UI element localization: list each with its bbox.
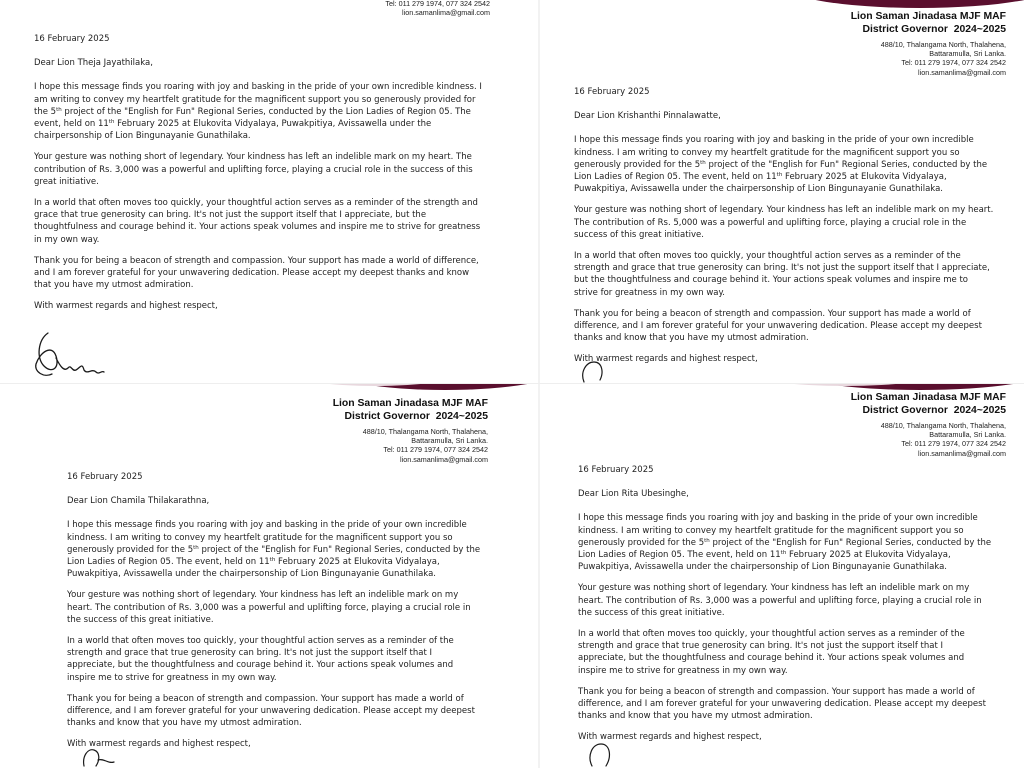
paragraph-1: I hope this message finds you roaring with joy and basking in the pride of your own incredible kindness. I am writing to convey my heartfelt gratitude for the magnificent support you so generously provided for the 5th project of the "English for Fun" Regional Series, conducted by the Lion Ladies of Region 05. The event, held on 11th February 2025 at Elukovita Vidyalaya, Puwakpitiya, Avissawella under the chairpersonship of Lion Bingunayanie Gunathilaka. bbox=[578, 513, 992, 573]
contribution-amount: Rs. 5,000 bbox=[657, 217, 698, 228]
letter-chamila-thilakarathna bbox=[0, 384, 540, 768]
letterhead-address-2: Battaramulla, Sri Lanka. bbox=[411, 436, 488, 446]
letterhead-address-2: Battaramulla, Sri Lanka. bbox=[929, 49, 1006, 59]
letter-date: 16 February 2025 bbox=[67, 472, 143, 482]
signature-image bbox=[30, 328, 110, 384]
paragraph-3: In a world that often moves too quickly, your thoughtful action serves as a reminder of the strength and grace that true generosity can bring. It's not just the support itself that I appreciate, but the thoughtfulness and courage behind it. Your actions speak volumes and inspire me to strive for greatness in my own way. bbox=[574, 251, 990, 298]
paragraph-2: Your gesture was nothing short of legendary. Your kindness has left an indelible mark on my heart. The contribution of Rs. 5,000 was a powerful and uplifting force, playing a crucial role in the success of this great initiative. bbox=[574, 205, 994, 240]
paragraph-1: I hope this message finds you roaring with joy and basking in the pride of your own incredible kindness. I am writing to convey my heartfelt gratitude for the magnificent support you so generously provided for the 5th project of the "English for Fun" Regional Series, conducted by the Lion Ladies of Region 05. The event, held on 11th February 2025 at Elukovita Vidyalaya, Puwakpitiya, Avissawella under the chairpersonship of Lion Bingunayanie Gunathilaka. bbox=[34, 82, 482, 142]
letterhead-email: lion.samanlima@gmail.com bbox=[918, 67, 1006, 77]
letterhead bbox=[385, 0, 490, 17]
letter-date: 16 February 2025 bbox=[574, 87, 650, 97]
letter-salutation: Dear Lion Theja Jayathilaka, bbox=[34, 58, 153, 69]
letter-closing: With warmest regards and highest respect, bbox=[574, 354, 758, 365]
signature-image bbox=[578, 358, 608, 384]
letterhead-email: lion.samanlima@gmail.com bbox=[400, 454, 488, 464]
letter-closing: With warmest regards and highest respect, bbox=[578, 732, 762, 743]
signature-image bbox=[78, 742, 118, 768]
letterhead-name: Lion Saman Jinadasa MJF MAF bbox=[332, 398, 488, 409]
letter-salutation: Dear Lion Krishanthi Pinnalawatte, bbox=[574, 111, 721, 122]
letterhead bbox=[851, 391, 1006, 458]
paragraph-2: Your gesture was nothing short of legendary. Your kindness has left an indelible mark on my heart. The contribution of Rs. 3,000 was a powerful and uplifting force, playing a crucial role in the success of this great initiative. bbox=[34, 152, 473, 187]
letter-date: 16 February 2025 bbox=[578, 465, 654, 475]
paragraph-4: Thank you for being a beacon of strength and compassion. Your support has made a world of difference, and I am forever grateful for your unwavering dedication. Please accept my deepest thanks and know that you have my utmost admiration. bbox=[578, 686, 986, 722]
letterhead-email: lion.samanlima@gmail.com bbox=[402, 8, 490, 18]
paragraph-1: I hope this message finds you roaring with joy and basking in the pride of your own incredible kindness. I am writing to convey my heartfelt gratitude for the magnificent support you so generously provided for the 5th project of the "English for Fun" Regional Series, conducted by the Lion Ladies of Region 05. The event, held on 11th February 2025 at Elukovita Vidyalaya, Puwakpitiya, Avissawella under the chairpersonship of Lion Bingunayanie Gunathilaka. bbox=[67, 520, 481, 580]
letter-salutation: Dear Lion Chamila Thilakarathna, bbox=[67, 496, 210, 507]
letter-closing: With warmest regards and highest respect, bbox=[67, 739, 251, 750]
letter-krishanthi-pinnalawatte bbox=[540, 0, 1024, 384]
letterhead-tel: Tel: 011 279 1974, 077 324 2542 bbox=[901, 58, 1006, 68]
contribution-amount: Rs. 3,000 bbox=[689, 595, 730, 606]
letterhead-email: lion.samanlima@gmail.com bbox=[918, 448, 1006, 458]
letterhead-role: District Governor 2024~2025 bbox=[862, 24, 1006, 35]
page-divider-horizontal bbox=[0, 383, 1024, 384]
paragraph-3: In a world that often moves too quickly, your thoughtful action serves as a reminder of the strength and grace that true generosity can bring. It's not just the support itself that I appreciate, but the thoughtfulness and courage behind it. Your actions speak volumes and inspire me to strive for greatness in my own way. bbox=[67, 636, 454, 683]
letterhead-address-1: 488/10, Thalangama North, Thalahena, bbox=[880, 40, 1006, 49]
letter-body bbox=[67, 471, 481, 760]
letterhead bbox=[333, 397, 488, 464]
letter-body bbox=[578, 464, 992, 753]
letterhead-role: District Governor 2024~2025 bbox=[862, 405, 1006, 416]
contribution-amount: Rs. 3,000 bbox=[178, 602, 219, 613]
letterhead-address-1: 488/10, Thalangama North, Thalahena, bbox=[880, 421, 1006, 430]
contribution-amount: Rs. 3,000 bbox=[99, 164, 140, 175]
paragraph-3: In a world that often moves too quickly, your thoughtful action serves as a reminder of the strength and grace that true generosity can bring. It's not just the support itself that I appreciate, but the thoughtfulness and courage behind it. Your actions speak volumes and inspire me to strive for greatness in my own way. bbox=[34, 198, 481, 245]
paragraph-4: Thank you for being a beacon of strength and compassion. Your support has made a world of difference, and I am forever grateful for your unwavering dedication. Please accept my deepest thanks and know that you have my utmost admiration. bbox=[574, 308, 982, 344]
letter-salutation: Dear Lion Rita Ubesinghe, bbox=[578, 489, 689, 500]
letter-body bbox=[574, 86, 994, 375]
letterhead-address-2: Battaramulla, Sri Lanka. bbox=[929, 430, 1006, 440]
paragraph-4: Thank you for being a beacon of strength and compassion. Your support has made a world of difference, and I am forever grateful for your unwavering dedication. Please accept my deepest thanks and know that you have my utmost admiration. bbox=[67, 693, 475, 729]
paragraph-3: In a world that often moves too quickly, your thoughtful action serves as a reminder of the strength and grace that true generosity can bring. It's not just the support itself that I appreciate, but the thoughtfulness and courage behind it. Your actions speak volumes and inspire me to strive for greatness in my own way. bbox=[578, 629, 965, 676]
letter-closing: With warmest regards and highest respect, bbox=[34, 301, 218, 312]
letterhead-address-1: 488/10, Thalangama North, Thalahena, bbox=[362, 427, 488, 436]
letterhead-swoosh bbox=[780, 0, 1024, 8]
letterhead-role: District Governor 2024~2025 bbox=[344, 411, 488, 422]
signature-image bbox=[584, 740, 618, 768]
paragraph-2: Your gesture was nothing short of legendary. Your kindness has left an indelible mark on my heart. The contribution of Rs. 3,000 was a powerful and uplifting force, playing a crucial role in the success of this great initiative. bbox=[578, 583, 982, 618]
letterhead-tel: Tel: 011 279 1974, 077 324 2542 bbox=[385, 0, 490, 8]
letter-date: 16 February 2025 bbox=[34, 34, 110, 44]
letter-theja-jayathilaka bbox=[0, 0, 512, 384]
paragraph-2: Your gesture was nothing short of legendary. Your kindness has left an indelible mark on my heart. The contribution of Rs. 3,000 was a powerful and uplifting force, playing a crucial role in the success of this great initiative. bbox=[67, 590, 471, 625]
letterhead-tel: Tel: 011 279 1974, 077 324 2542 bbox=[383, 445, 488, 455]
page-divider-vertical bbox=[538, 0, 540, 768]
letterhead-name: Lion Saman Jinadasa MJF MAF bbox=[850, 392, 1006, 403]
paragraph-1: I hope this message finds you roaring with joy and basking in the pride of your own incredible kindness. I am writing to convey my heartfelt gratitude for the magnificent support you so generously provided for the 5th project of the "English for Fun" Regional Series, conducted by the Lion Ladies of Region 05. The event, held on 11th February 2025 at Elukovita Vidyalaya, Puwakpitiya, Avissawella under the chairpersonship of Lion Bingunayanie Gunathilaka. bbox=[574, 135, 988, 195]
letterhead-name: Lion Saman Jinadasa MJF MAF bbox=[850, 11, 1006, 22]
letterhead-tel: Tel: 011 279 1974, 077 324 2542 bbox=[901, 439, 1006, 449]
paragraph-4: Thank you for being a beacon of strength and compassion. Your support has made a world of difference, and I am forever grateful for your unwavering dedication. Please accept my deepest thanks and know that you have my utmost admiration. bbox=[34, 255, 479, 291]
letter-body bbox=[34, 33, 482, 322]
letter-rita-ubesinghe bbox=[540, 384, 1024, 768]
letterhead bbox=[851, 10, 1006, 77]
